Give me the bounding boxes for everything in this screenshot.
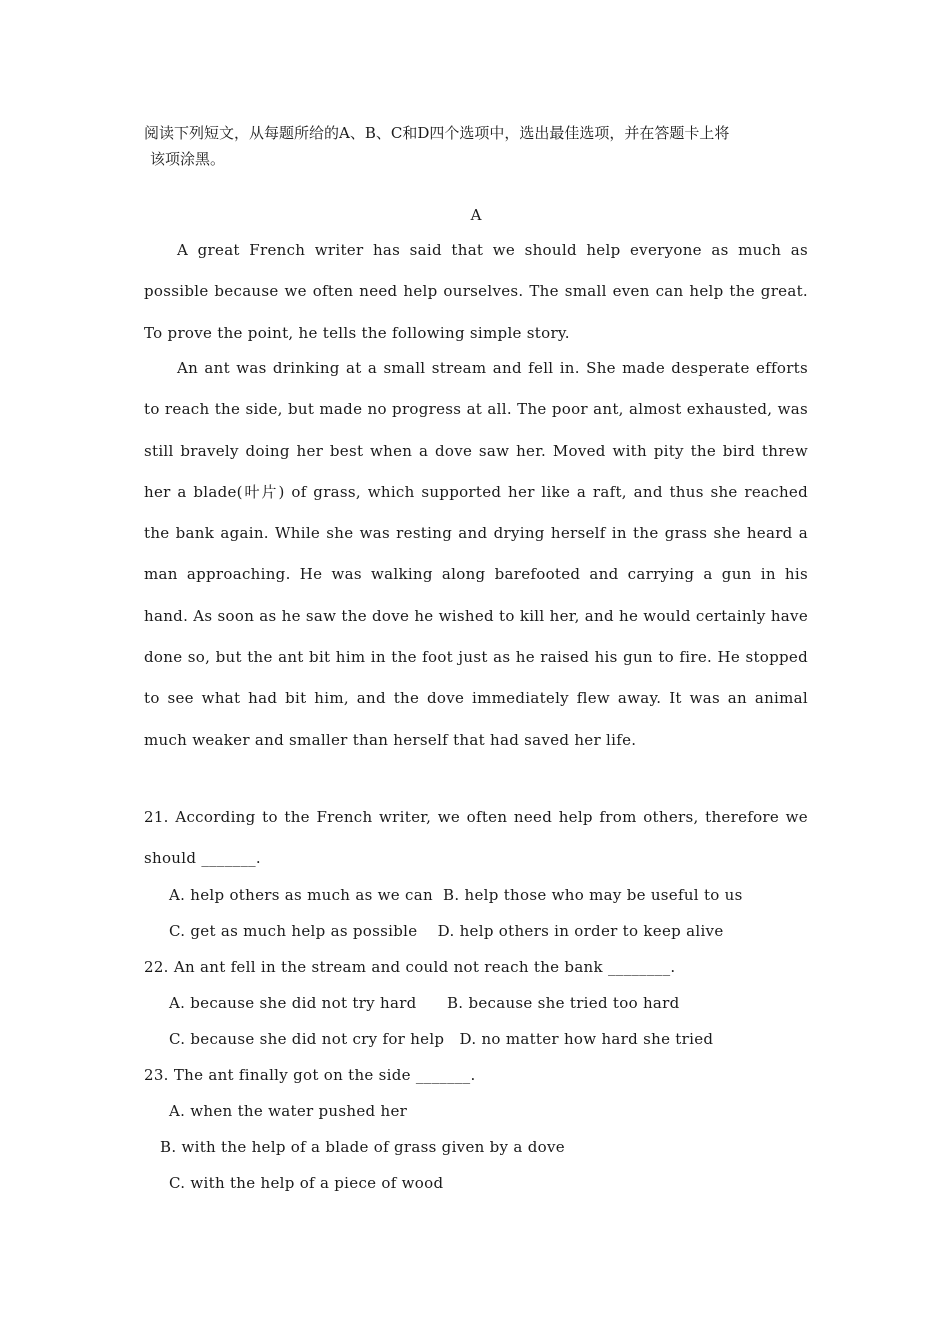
question-23-option-c: C. with the help of a piece of wood [169, 1174, 444, 1192]
question-22 [144, 949, 808, 1057]
passage-paragraph-1: A great French writer has said that we should help everyone as much as possible because we often need help ourselves. The small even can help the great. To prove the point, he tells the following simple story. [144, 241, 808, 342]
question-23-option-a: A. when the water pushed her [169, 1102, 408, 1120]
question-21 [144, 797, 808, 880]
question-22-options-row-2: C. because she did not cry for help D. no matter how hard she tried [169, 1030, 714, 1048]
question-23 [144, 1057, 808, 1201]
instructions [144, 120, 808, 172]
question-23-stem: 23. The ant finally got on the side _______. [144, 1066, 476, 1084]
question-21-stem: 21. According to the French writer, we often need help from others, therefore we should _______. [144, 808, 808, 868]
question-22-options-row-1: A. because she did not try hard B. because she tried too hard [169, 994, 680, 1012]
question-21-options-row-1: A. help others as much as we can B. help those who may be useful to us [169, 886, 743, 904]
section-heading: A [470, 206, 482, 224]
question-23-option-b: B. with the help of a blade of grass given by a dove [160, 1138, 565, 1156]
question-21-options [144, 877, 808, 949]
instructions-line-2: 该项涂黑。 [150, 150, 226, 168]
instructions-line-1: 阅读下列短文，从每题所给的A、B、C和D四个选项中，选出最佳选项，并在答题卡上将 [144, 124, 730, 142]
question-22-stem: 22. An ant fell in the stream and could not reach the bank ________. [144, 958, 676, 976]
passage-paragraph-2: An ant was drinking at a small stream and fell in. She made desperate efforts to reach the side, but made no progress at all. The poor ant, almost exhausted, was still bravely doing her best when a dove saw her. Moved with pity the bird threw her a blade(叶片) of grass, which supported her like a raft, and thus she reached the bank again. While she was resting and drying herself in the grass she heard a man approaching. He was walking along barefooted and carrying a gun in his hand. As soon as he saw the dove he wished to kill her, and he would certainly have done so, but the ant bit him in the foot just as he raised his gun to fire. He stopped to see what had bit him, and the dove immediately flew away. It was an animal much weaker and smaller than herself that had saved her life. [144, 359, 808, 749]
question-21-options-row-2: C. get as much help as possible D. help others in order to keep alive [169, 922, 724, 940]
